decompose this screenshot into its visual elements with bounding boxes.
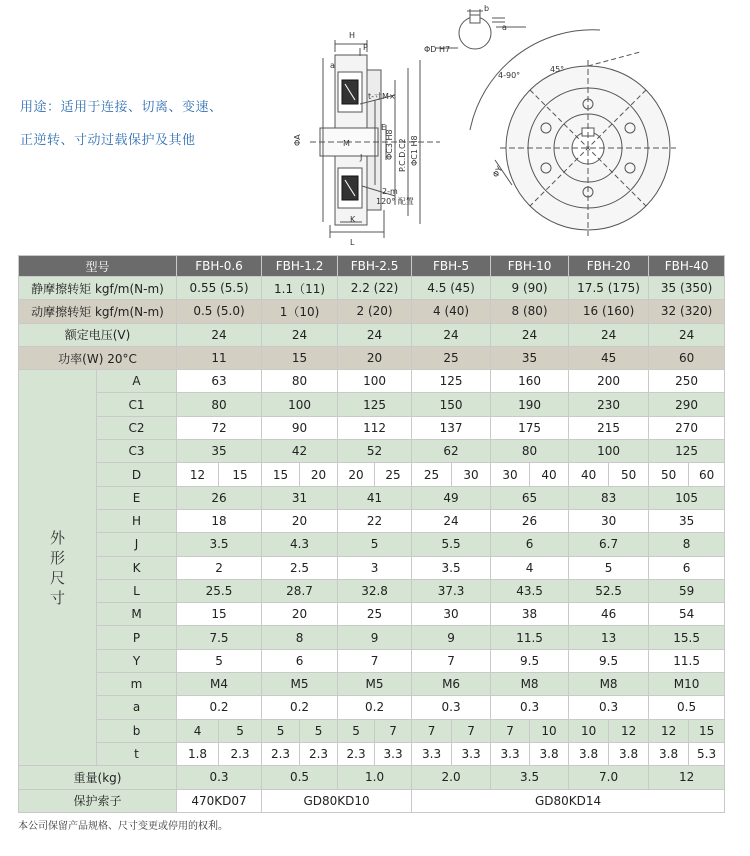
dim-name: m [97, 673, 177, 696]
value-cell: 6 [649, 556, 725, 579]
value-cell: 15.5 [649, 626, 725, 649]
value-cell: 31 [262, 486, 338, 509]
value-cell: 52.5 [569, 579, 649, 602]
value-cell: 72 [177, 416, 262, 439]
value-cell: 42 [262, 440, 338, 463]
value-cell: 160 [491, 370, 569, 393]
dim-name: D [97, 463, 177, 486]
value-cell: 16 (160) [569, 300, 649, 323]
label-screw: t-寸M× [368, 92, 396, 101]
value-cell: 59 [649, 579, 725, 602]
value-cell: 215 [569, 416, 649, 439]
value-cell: 20 [338, 346, 412, 369]
footnote: 本公司保留产品规格、尺寸变更或停用的权利。 [18, 821, 228, 832]
value-cell: 11.5 [649, 649, 725, 672]
value-cell: 6 [262, 649, 338, 672]
header-fbh-5: FBH-5 [412, 256, 491, 277]
value-cell: 125 [412, 370, 491, 393]
header-fbh-1.2: FBH-1.2 [262, 256, 338, 277]
value-cell: M6 [412, 673, 491, 696]
dim-name: C1 [97, 393, 177, 416]
value-cell: 60 [689, 463, 725, 486]
value-cell: 4 [491, 556, 569, 579]
value-cell: 30 [569, 509, 649, 532]
value-cell: 0.5 [649, 696, 725, 719]
value-cell: 3.3 [491, 742, 530, 765]
value-cell: 52 [338, 440, 412, 463]
label-b: b [484, 4, 490, 13]
value-cell: 137 [412, 416, 491, 439]
value-cell: 32 (320) [649, 300, 725, 323]
row-static-torque [19, 277, 725, 300]
value-cell: 63 [177, 370, 262, 393]
value-cell: 7 [338, 649, 412, 672]
value-cell: 12 [177, 463, 219, 486]
row-label: 动摩擦转矩 kgf/m(N-m) [19, 300, 177, 323]
value-cell: 40 [530, 463, 569, 486]
dim-name: C2 [97, 416, 177, 439]
label-2m: 2-m [382, 187, 398, 196]
value-cell: 24 [412, 509, 491, 532]
keyway-detail [436, 9, 526, 49]
value-cell: 3.3 [375, 742, 412, 765]
value-cell: 3.8 [649, 742, 689, 765]
value-cell: 25 [338, 603, 412, 626]
value-cell: GD80KD10 [262, 789, 412, 812]
value-cell: 7 [412, 719, 452, 742]
label-P: P [363, 43, 368, 52]
value-cell: 3.3 [412, 742, 452, 765]
value-cell: 2 (20) [338, 300, 412, 323]
dim-row-C3 [19, 440, 725, 463]
value-cell: 9 (90) [491, 277, 569, 300]
value-cell: 13 [569, 626, 649, 649]
value-cell: 0.3 [412, 696, 491, 719]
dim-name: Y [97, 649, 177, 672]
row-label: 功率(W) 20°C [19, 346, 177, 369]
value-cell: 125 [649, 440, 725, 463]
dim-name: L [97, 579, 177, 602]
header-row [19, 256, 725, 277]
value-cell: 230 [569, 393, 649, 416]
value-cell: 35 (350) [649, 277, 725, 300]
row-label: 额定电压(V) [19, 323, 177, 346]
value-cell: M4 [177, 673, 262, 696]
value-cell: 100 [338, 370, 412, 393]
front-view-drawing [470, 30, 676, 236]
dim-name: M [97, 603, 177, 626]
label-PCDC2: P.C.D.C2 [398, 138, 407, 172]
value-cell: 15 [177, 603, 262, 626]
dim-row-Y [19, 649, 725, 672]
header-fbh-10: FBH-10 [491, 256, 569, 277]
value-cell: 3 [338, 556, 412, 579]
dim-row-A [19, 370, 725, 393]
value-cell: 30 [452, 463, 491, 486]
row-weight [19, 766, 725, 789]
value-cell: 83 [569, 486, 649, 509]
row-dynamic-torque [19, 300, 725, 323]
value-cell: 175 [491, 416, 569, 439]
value-cell: 2 [177, 556, 262, 579]
dim-name: K [97, 556, 177, 579]
value-cell: 15 [262, 463, 300, 486]
dim-name: A [97, 370, 177, 393]
value-cell: 0.2 [338, 696, 412, 719]
value-cell: 49 [412, 486, 491, 509]
value-cell: M8 [491, 673, 569, 696]
dim-row-K [19, 556, 725, 579]
dim-row-J [19, 533, 725, 556]
value-cell: 6.7 [569, 533, 649, 556]
value-cell: 7 [452, 719, 491, 742]
value-cell: 50 [649, 463, 689, 486]
value-cell: 43.5 [491, 579, 569, 602]
value-cell: 26 [177, 486, 262, 509]
dim-row-C2 [19, 416, 725, 439]
value-cell: 190 [491, 393, 569, 416]
value-cell: 9 [412, 626, 491, 649]
value-cell: 15 [219, 463, 262, 486]
row-cable [19, 789, 725, 812]
value-cell: 2.0 [412, 766, 491, 789]
value-cell: 80 [262, 370, 338, 393]
row-label: 重量(kg) [19, 766, 177, 789]
label-K: K [350, 215, 356, 224]
value-cell: 0.3 [491, 696, 569, 719]
label-M: M [343, 139, 350, 148]
value-cell: 26 [491, 509, 569, 532]
label-angle4-90: 4-90° [498, 71, 521, 80]
value-cell: 7.5 [177, 626, 262, 649]
label-phiA: ΦA [293, 134, 302, 146]
value-cell: 10 [530, 719, 569, 742]
value-cell: 8 [649, 533, 725, 556]
value-cell: 1.8 [177, 742, 219, 765]
value-cell: 90 [262, 416, 338, 439]
value-cell: 37.3 [412, 579, 491, 602]
value-cell: 1（10) [262, 300, 338, 323]
value-cell: 3.3 [452, 742, 491, 765]
value-cell: 5.3 [689, 742, 725, 765]
value-cell: 35 [491, 346, 569, 369]
technical-drawing [0, 0, 750, 250]
dim-name: b [97, 719, 177, 742]
value-cell: M8 [569, 673, 649, 696]
value-cell: 60 [649, 346, 725, 369]
value-cell: M10 [649, 673, 725, 696]
row-voltage [19, 323, 725, 346]
value-cell: 15 [262, 346, 338, 369]
value-cell: GD80KD14 [412, 789, 725, 812]
value-cell: 80 [491, 440, 569, 463]
value-cell: 65 [491, 486, 569, 509]
value-cell: 3.5 [491, 766, 569, 789]
dim-name: E [97, 486, 177, 509]
value-cell: 28.7 [262, 579, 338, 602]
value-cell: 2.2 (22) [338, 277, 412, 300]
value-cell: 9.5 [569, 649, 649, 672]
dim-row-E [19, 486, 725, 509]
label-E: E [381, 123, 387, 132]
value-cell: 7 [491, 719, 530, 742]
dim-row-H [19, 509, 725, 532]
value-cell: 290 [649, 393, 725, 416]
value-cell: 46 [569, 603, 649, 626]
dim-row-P [19, 626, 725, 649]
row-power [19, 346, 725, 369]
value-cell: 38 [491, 603, 569, 626]
label-C1: ΦC1 H8 [410, 135, 419, 166]
value-cell: 24 [491, 323, 569, 346]
label-H: H [349, 31, 356, 40]
value-cell: 0.55 (5.5) [177, 277, 262, 300]
value-cell: 5 [177, 649, 262, 672]
value-cell: 3.5 [177, 533, 262, 556]
value-cell: 1.1（11) [262, 277, 338, 300]
value-cell: 3.8 [569, 742, 609, 765]
dim-name: t [97, 742, 177, 765]
value-cell: 5.5 [412, 533, 491, 556]
header-fbh-2.5: FBH-2.5 [338, 256, 412, 277]
value-cell: 125 [338, 393, 412, 416]
dim-name: P [97, 626, 177, 649]
value-cell: 22 [338, 509, 412, 532]
value-cell: 5 [569, 556, 649, 579]
value-cell: 24 [262, 323, 338, 346]
dim-name: a [97, 696, 177, 719]
value-cell: 3.8 [609, 742, 649, 765]
value-cell: 5 [219, 719, 262, 742]
value-cell: 15 [689, 719, 725, 742]
row-label: 保护索子 [19, 789, 177, 812]
value-cell: 8 [262, 626, 338, 649]
value-cell: 9.5 [491, 649, 569, 672]
value-cell: 3.8 [530, 742, 569, 765]
label-L: L [350, 238, 355, 247]
value-cell: 100 [569, 440, 649, 463]
dim-row-C1 [19, 393, 725, 416]
value-cell: 20 [338, 463, 375, 486]
value-cell: 200 [569, 370, 649, 393]
value-cell: 45 [569, 346, 649, 369]
value-cell: 0.5 (5.0) [177, 300, 262, 323]
label-120: 120° 配置 [376, 197, 414, 206]
value-cell: 12 [649, 719, 689, 742]
label-a: a [330, 61, 335, 70]
value-cell: M5 [262, 673, 338, 696]
dim-row-M [19, 603, 725, 626]
value-cell: 2.3 [338, 742, 375, 765]
value-cell: 6 [491, 533, 569, 556]
value-cell: 24 [177, 323, 262, 346]
value-cell: 30 [491, 463, 530, 486]
label-C3: ΦC3 H8 [385, 129, 394, 160]
value-cell: 25 [412, 346, 491, 369]
value-cell: 0.2 [262, 696, 338, 719]
value-cell: 8 (80) [491, 300, 569, 323]
value-cell: 7.0 [569, 766, 649, 789]
value-cell: 10 [569, 719, 609, 742]
value-cell: 24 [569, 323, 649, 346]
value-cell: 100 [262, 393, 338, 416]
header-model: 型号 [19, 256, 177, 277]
value-cell: 5 [300, 719, 338, 742]
value-cell: 40 [569, 463, 609, 486]
header-fbh-20: FBH-20 [569, 256, 649, 277]
value-cell: 4 [177, 719, 219, 742]
value-cell: 24 [338, 323, 412, 346]
spec-table [18, 255, 725, 813]
value-cell: 2.5 [262, 556, 338, 579]
value-cell: M5 [338, 673, 412, 696]
label-angle45: 45° [550, 65, 565, 74]
header-fbh-40: FBH-40 [649, 256, 725, 277]
value-cell: 30 [412, 603, 491, 626]
value-cell: 62 [412, 440, 491, 463]
value-cell: 150 [412, 393, 491, 416]
value-cell: 5 [338, 719, 375, 742]
value-cell: 2.3 [300, 742, 338, 765]
value-cell: 1.0 [338, 766, 412, 789]
value-cell: 5 [338, 533, 412, 556]
value-cell: 18 [177, 509, 262, 532]
value-cell: 80 [177, 393, 262, 416]
value-cell: 20 [262, 509, 338, 532]
value-cell: 20 [262, 603, 338, 626]
value-cell: 50 [609, 463, 649, 486]
value-cell: 11 [177, 346, 262, 369]
dim-row-a [19, 696, 725, 719]
value-cell: 20 [300, 463, 338, 486]
value-cell: 0.3 [569, 696, 649, 719]
value-cell: 12 [609, 719, 649, 742]
value-cell: 4 (40) [412, 300, 491, 323]
value-cell: 4.3 [262, 533, 338, 556]
value-cell: 2.3 [262, 742, 300, 765]
dim-name: H [97, 509, 177, 532]
value-cell: 35 [649, 509, 725, 532]
label-J: J [360, 153, 363, 162]
value-cell: 25 [375, 463, 412, 486]
value-cell: 24 [649, 323, 725, 346]
value-cell: 12 [649, 766, 725, 789]
value-cell: 5 [262, 719, 300, 742]
value-cell: 112 [338, 416, 412, 439]
value-cell: 25.5 [177, 579, 262, 602]
value-cell: 3.5 [412, 556, 491, 579]
value-cell: 54 [649, 603, 725, 626]
value-cell: 24 [412, 323, 491, 346]
value-cell: 105 [649, 486, 725, 509]
value-cell: 4.5 (45) [412, 277, 491, 300]
value-cell: 270 [649, 416, 725, 439]
value-cell: 0.5 [262, 766, 338, 789]
dim-row-t [19, 742, 725, 765]
dim-name: J [97, 533, 177, 556]
value-cell: 7 [412, 649, 491, 672]
label-phiY: ΦY [490, 164, 505, 179]
value-cell: 250 [649, 370, 725, 393]
value-cell: 0.2 [177, 696, 262, 719]
label-a-key: a [502, 23, 507, 32]
value-cell: 9 [338, 626, 412, 649]
usage-line-1: 用途：适用于连接、切离、变速、 [20, 100, 223, 115]
dims-side-label: 外形尺寸 [19, 370, 97, 766]
dim-row-L [19, 579, 725, 602]
value-cell: 0.3 [177, 766, 262, 789]
dim-row-D [19, 463, 725, 486]
dim-row-m [19, 673, 725, 696]
label-phiDH7: ΦD H7 [424, 45, 451, 54]
row-label: 静摩擦转矩 kgf/m(N-m) [19, 277, 177, 300]
value-cell: 470KD07 [177, 789, 262, 812]
value-cell: 41 [338, 486, 412, 509]
header-fbh-0.6: FBH-0.6 [177, 256, 262, 277]
value-cell: 17.5 (175) [569, 277, 649, 300]
value-cell: 35 [177, 440, 262, 463]
value-cell: 2.3 [219, 742, 262, 765]
value-cell: 32.8 [338, 579, 412, 602]
value-cell: 25 [412, 463, 452, 486]
dim-name: C3 [97, 440, 177, 463]
dim-row-b [19, 719, 725, 742]
value-cell: 7 [375, 719, 412, 742]
usage-line-2: 正逆转、寸动过载保护及其他 [20, 133, 196, 148]
value-cell: 11.5 [491, 626, 569, 649]
